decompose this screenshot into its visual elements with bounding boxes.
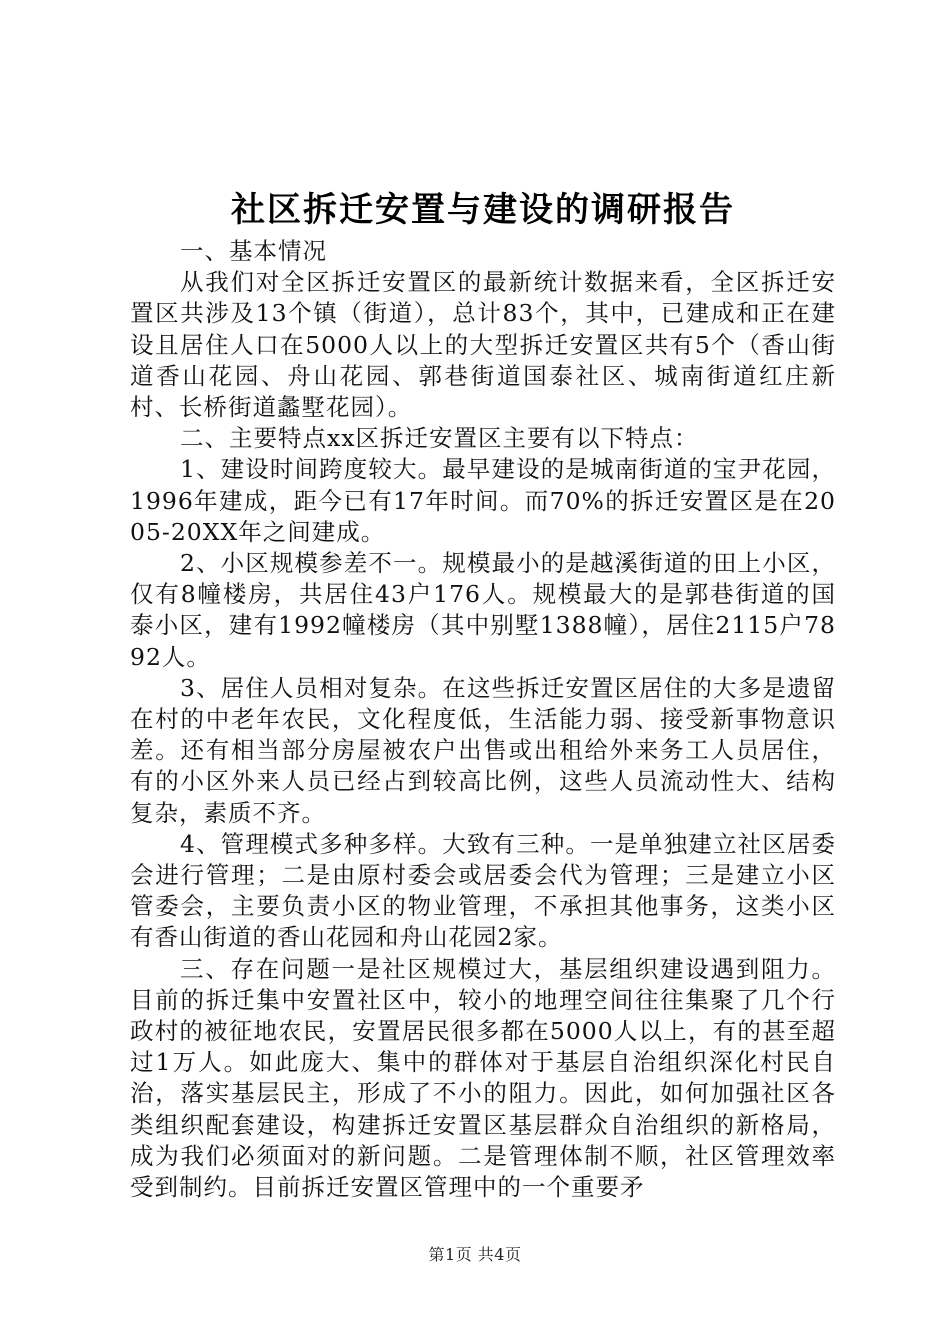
section-heading-basic: 一、基本情况	[180, 237, 327, 265]
paragraph-feature-1: 1、建设时间跨度较大。最早建设的是城南街道的宝尹花园，1996年建成，距今已有17年时间。而70%的拆迁安置区是在2005-20XX年之间建成。	[130, 455, 836, 546]
paragraph-feature-3: 3、居住人员相对复杂。在这些拆迁安置区居住的大多是遗留在村的中老年农民，文化程度低，生活能力弱、接受新事物意识差。还有相当部分房屋被农户出售或出租给外来务工人员居住，有的小区外来人员已经占到较高比例，这些人员流动性大、结构复杂，素质不齐。	[130, 673, 836, 827]
paragraph-feature-2: 2、小区规模参差不一。规模最小的是越溪街道的田上小区，仅有8幢楼房，共居住43户176人。规模最大的是郭巷街道的国泰小区，建有1992幢楼房（其中别墅1388幢），居住2115户7892人。	[130, 549, 836, 671]
document-title: 社区拆迁安置与建设的调研报告	[231, 190, 735, 230]
paragraph-feature-4: 4、管理模式多种多样。大致有三种。一是单独建立社区居委会进行管理；二是由原村委会或居委会代为管理；三是建立小区管委会，主要负责小区的物业管理，不承担其他事务，这类小区有香山街道的香山花园和舟山花园2家。	[130, 829, 836, 952]
page-number-footer: 第1页 共4页	[428, 1245, 522, 1264]
section-heading-features: 二、主要特点xx区拆迁安置区主要有以下特点：	[180, 424, 699, 453]
paragraph-statistics: 从我们对全区拆迁安置区的最新统计数据来看，全区拆迁安置区共涉及13个镇（街道），总计83个，其中，已建成和正在建设且居住人口在5000人以上的大型拆迁安置区共有5个（香山街道香山花园、舟山花园、郭巷街道国泰社区、城南街道红庄新村、长桥街道蠡墅花园）。	[130, 268, 836, 422]
paragraph-problems: 三、存在问题一是社区规模过大，基层组织建设遇到阻力。目前的拆迁集中安置社区中，较小的地理空间往往集聚了几个行政村的被征地农民，安置居民很多都在5000人以上，有的甚至超过1万人。如此庞大、集中的群体对于基层自治组织深化村民自治，落实基层民主，形成了不小的阻力。因此，如何加强社区各类组织配套建设，构建拆迁安置区基层群众自治组织的新格局，成为我们必须面对的新问题。二是管理体制不顺，社区管理效率受到制约。目前拆迁安置区管理中的一个重要矛	[130, 954, 836, 1202]
document-body	[130, 186, 836, 1203]
